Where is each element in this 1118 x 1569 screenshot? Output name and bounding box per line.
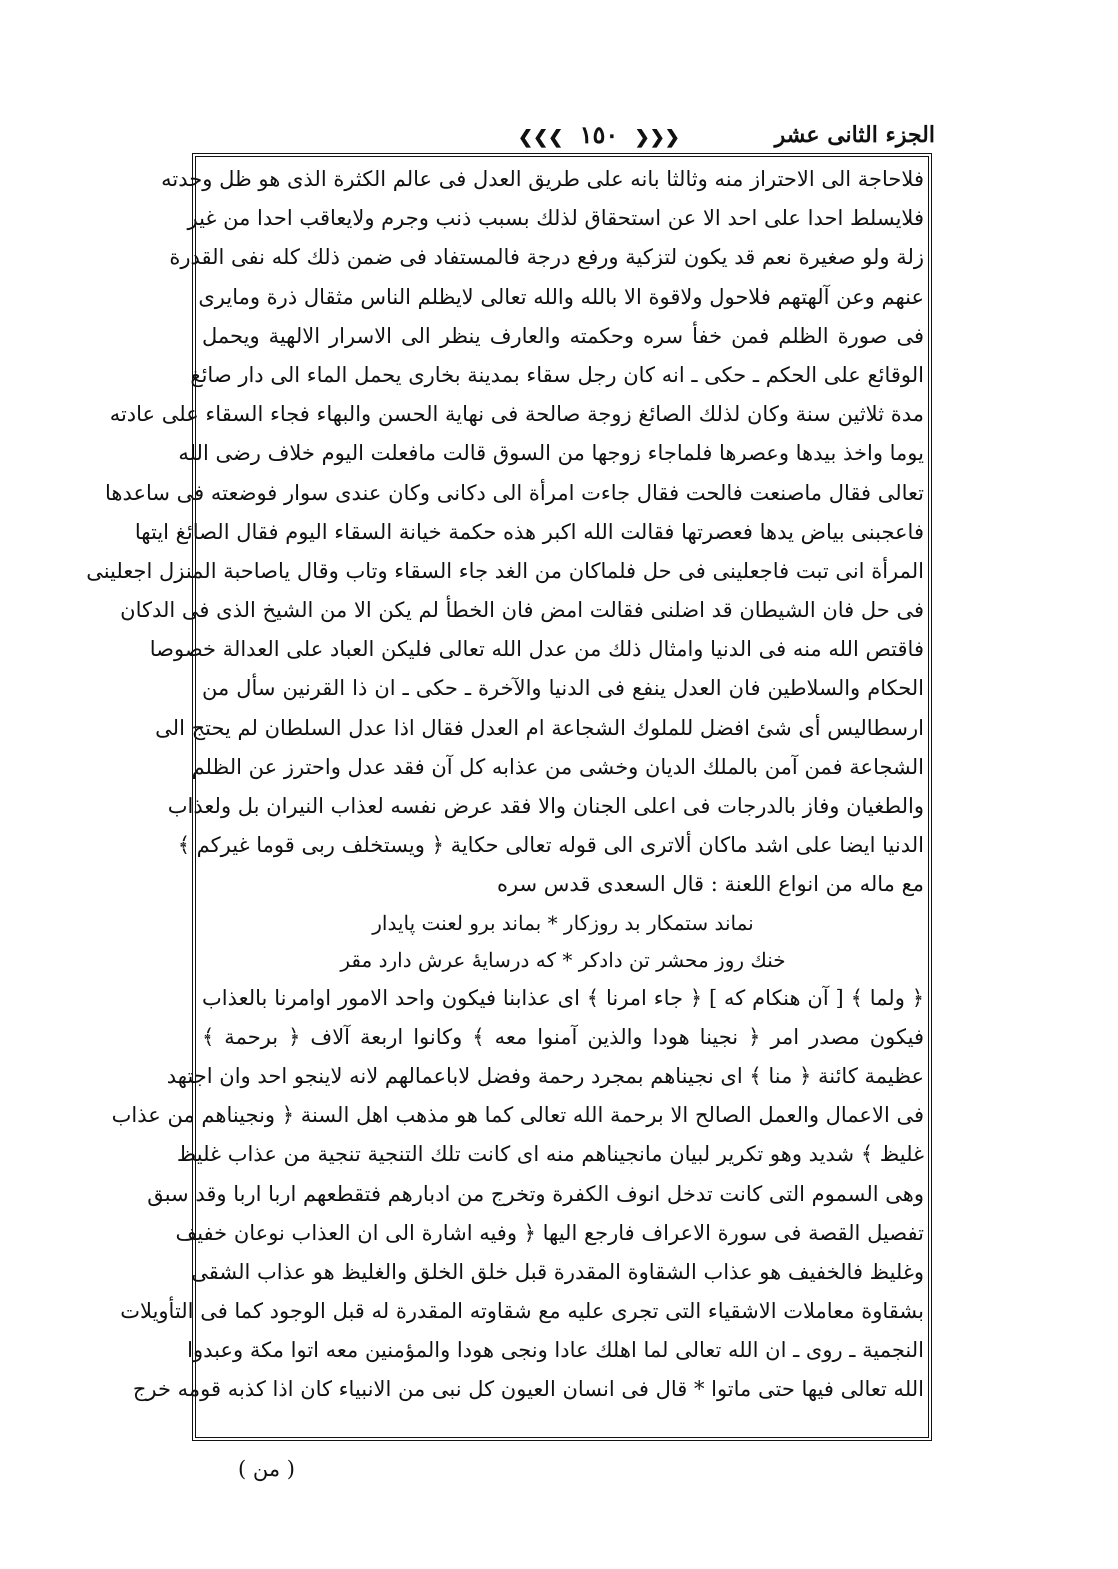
text-line: الشجاعة فمن آمن بالملك الديان وخشى من عذابه كل آن فقد عدل واحترز عن الظلم <box>191 754 924 779</box>
text-line: فاقتص الله منه فى الدنيا وامثال ذلك من عدل الله تعالى فليكن العباد على العدالة خصوصا <box>149 637 924 662</box>
ornament-left-icon: ❮❮❮ <box>518 127 564 148</box>
page-header <box>190 118 935 158</box>
text-line: فى حل فان الشيطان قد اضلنى فقالت امض فان الخطأ لم يكن الا من الشيخ الذى فى الدكان <box>120 598 924 623</box>
text-line: عنهم وعن آلهتهم فلاحول ولاقوة الا بالله والله تعالى لايظلم الناس مثقال ذرة ومايرى <box>198 284 924 309</box>
text-line: تعالى فقال ماصنعت فالحت فقال جاءت امرأة الى دكانى وكان عندى سوار فوضعته فى ساعدها <box>104 480 924 505</box>
text-line: وغليظ فالخفيف هو عذاب الشقاوة المقدرة قبل خلق الخلق والغليظ هو عذاب الشقى <box>191 1259 924 1284</box>
page-number: ١٥٠ <box>579 120 619 149</box>
poem-verse: نماند ستمكار بد روزكار * بماند برو لعنت پايدار <box>372 910 754 935</box>
text-line: الوقائع على الحكم ـ حكى ـ انه كان رجل سقاء بمدينة بخارى يحمل الماء الى دار صائغ <box>190 362 924 387</box>
text-line: عظيمة كائنة ﴿ منا ﴾ اى نجيناهم بمجرد رحمة وفضل لاباعمالهم لانه لاينجو احد وان اجتهد <box>166 1063 924 1088</box>
text-line: الله تعالى فيها حتى ماتوا * قال فى انسان العيون كل نبى من الانبياء كان اذا كذبه قومه خرج <box>132 1377 924 1402</box>
ornament-right-icon: ❯❯❯ <box>634 127 680 148</box>
running-title: الجزء الثانى عشر <box>774 122 935 148</box>
text-line: المرأة انى تبت فاجعلينى فى حل فلماكان من الغد جاء السقاء وتاب وقال ياصاحبة المنزل اجعلينى <box>86 558 924 583</box>
text-line: وهى السموم التى كانت تدخل انوف الكفرة وتخرج من ادبارهم فتقطعهم اربا اربا وقد سبق <box>147 1181 924 1206</box>
catchword: ( من ) <box>238 1457 295 1481</box>
text-line: زلة ولو صغيرة نعم قد يكون لتزكية ورفع درجة فالمستفاد فى ضمن ذلك كله نفى القدرة <box>169 245 924 270</box>
text-line: فى الاعمال والعمل الصالح الا برحمة الله تعالى كما هو مذهب اهل السنة ﴿ ونجيناهم من عذاب <box>111 1103 924 1128</box>
poem-verse: خنك روز محشر تن دادكر * كه درسايهٔ عرش دارد مقر <box>340 947 786 972</box>
text-line: غليظ ﴾ شديد وهو تكرير لبيان مانجيناهم منه اى كانت تلك التنجية تنجية من عذاب غليظ <box>176 1142 924 1167</box>
text-line: فاعجبنى بياض يدها فعصرتها فقالت الله اكبر هذه حكمة خيانة السقاء اليوم فقال الصائغ ايتها <box>134 519 924 544</box>
text-line: فى صورة الظلم فمن خفأ سره وحكمته والعارف ينظر الى الاسرار الالهية ويحمل <box>202 323 924 348</box>
text-line: تفصيل القصة فى سورة الاعراف فارجع اليها ﴿ وفيه اشارة الى ان العذاب نوعان خفيف <box>175 1220 924 1245</box>
text-line: فلاحاجة الى الاحتراز منه وثالثا بانه على طريق العدل فى عالم الكثرة الذى هو ظل وحدته <box>161 167 924 191</box>
text-line: والطغيان وفاز بالدرجات فى اعلى الجنان والا فقد عرض نفسه لعذاب النيران بل ولعذاب <box>167 794 924 818</box>
text-line: يوما واخذ بيدها وعصرها فلماجاء زوجها من السوق قالت مافعلت اليوم خلاف رضى الله <box>178 441 924 466</box>
page-number-group <box>510 120 688 149</box>
text-line: الدنيا ايضا على اشد ماكان ألاترى الى قوله تعالى حكاية ﴿ ويستخلف ربى قوما غيركم ﴾ <box>177 833 924 858</box>
text-line: فيكون مصدر امر ﴿ نجينا هودا والذين آمنوا معه ﴾ وكانوا اربعة آلاف ﴿ برحمة ﴾ <box>202 1024 924 1049</box>
text-line: النجمية ـ روى ـ ان الله تعالى لما اهلك عادا ونجى هودا والمؤمنين معه اتوا مكة وعبدوا <box>187 1338 924 1363</box>
main-text <box>86 160 924 1410</box>
text-line: بشقاوة معاملات الاشقياء التى تجرى عليه مع شقاوته المقدرة له قبل الوجود كما فى التأويلات <box>120 1299 924 1324</box>
text-line: فلايسلط احدا على احد الا عن استحقاق لذلك بسبب ذنب وجرم ولايعاقب احدا من غير <box>187 206 924 231</box>
text-line: مع ماله من انواع اللعنة : قال السعدى قدس سره <box>496 872 924 897</box>
text-line: ﴿ ولما ﴾ [ آن هنكام كه ] ﴿ جاء امرنا ﴾ اى عذابنا فيكون واحد الامور اوامرنا بالعذاب <box>202 985 924 1010</box>
text-line: مدة ثلاثين سنة وكان لذلك الصائغ زوجة صالحة فى نهاية الحسن والبهاء فجاء السقاء على عادته <box>109 402 924 427</box>
text-line: الحكام والسلاطين فان العدل ينفع فى الدنيا والآخرة ـ حكى ـ ان ذا القرنين سأل من <box>202 676 924 701</box>
text-line: ارسطاليس أى شئ افضل للملوك الشجاعة ام العدل فقال اذا عدل السلطان لم يحتج الى <box>155 715 924 740</box>
